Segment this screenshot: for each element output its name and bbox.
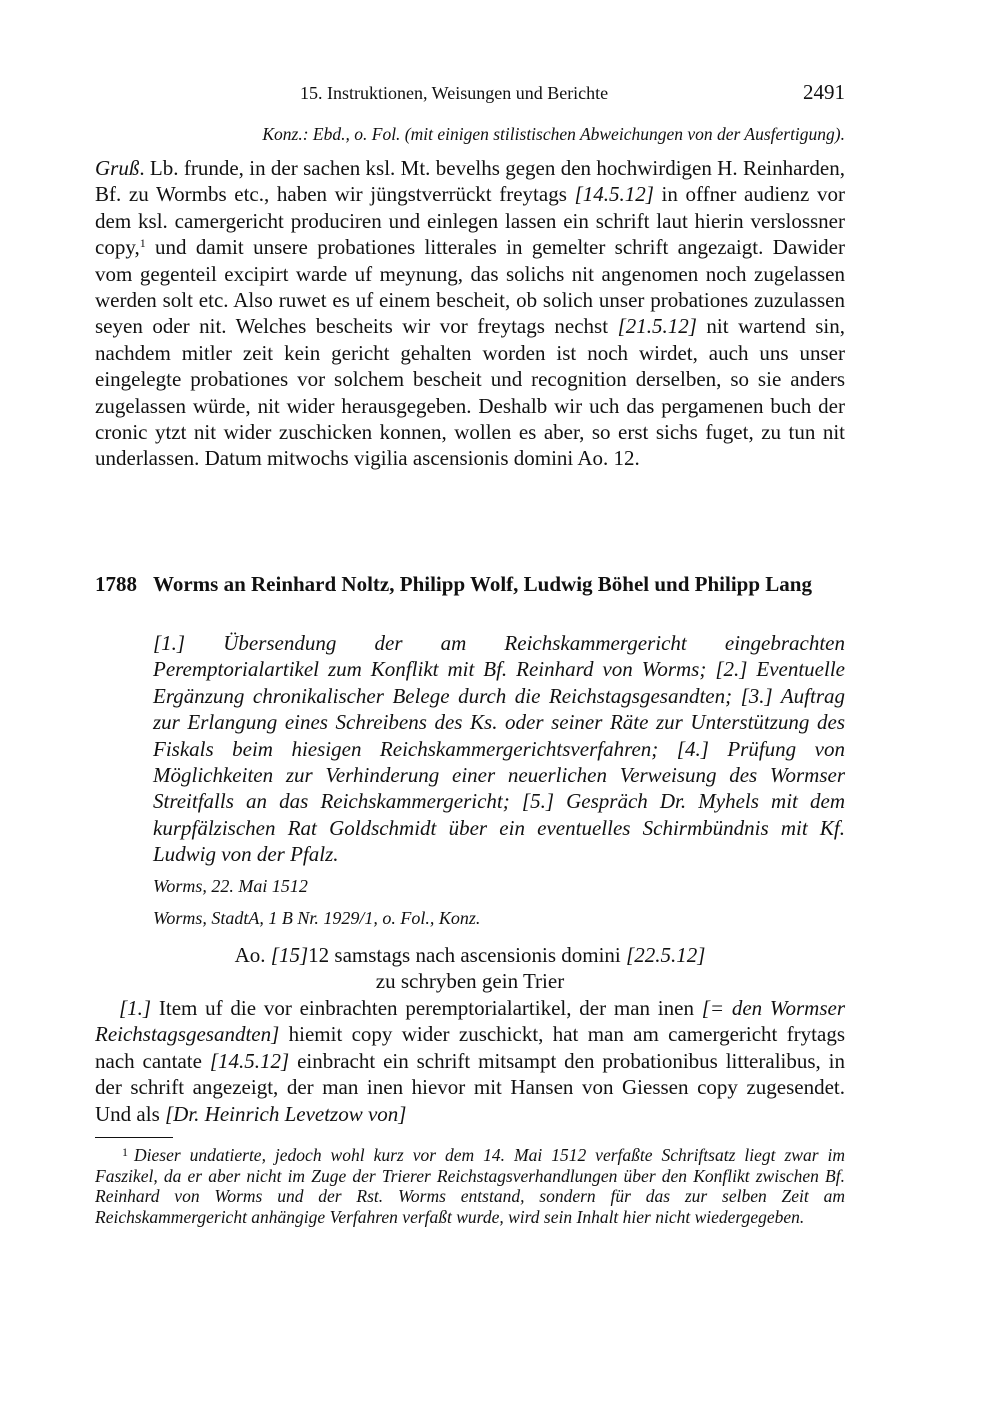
dateline-line-1	[95, 942, 845, 968]
dateline-line-2: zu schryben gein Trier	[375, 969, 565, 993]
footnote	[95, 1142, 845, 1227]
editorial-insert: [15]	[270, 943, 309, 967]
footnote-divider	[95, 1137, 173, 1138]
footnote-mark: 1	[122, 1145, 128, 1159]
section-number: [1.]	[119, 996, 152, 1020]
place-date: Worms, 22. Mai 1512	[153, 876, 308, 896]
footnote-reference[interactable]: 1	[139, 236, 146, 251]
document-regest: [1.] Übersendung der am Reichskammergericht eingebrachten Peremptorialartikel zum Konflikt mit Bf. Reinhard von Worms; [2.] Eventuelle Ergänzung chronikalischer Belege durch die Reichstagsgesandten; [3.] Auftrag zur Erlangung eines Schreibens des Ks. oder seiner Räte zur Unterstützung des Fiskals beim hiesigen Reichskammergerichtsverfahren; [4.] Prüfung von Möglichkeiten zur Verhinderung einer neuerlichen Verweisung des Wormser Streitfalls an das Reichskammergericht; [5.] Gespräch Dr. Myhels mit dem kurpfälzischen Rat Goldschmidt über ein eventuelles Schirmbündnis mit Kf. Ludwig von der Pfalz.	[153, 631, 845, 867]
editorial-insert: [Dr. Heinrich Levetzow von]	[165, 1101, 407, 1126]
text-segment: und damit unsere probationes litterales in gemelter schrift angezaigt. Dawider vom gegenteil excipirt warde uf meynung, das solichs nit angenomen noch zugelassen werden solt etc. Also ruwet es uf einem bescheit, ob solich unser probationes zuzulassen seyen oder nit. Welches bescheits wir vor freytags nechst	[95, 235, 845, 339]
editorial-date: [22.5.12]	[626, 943, 706, 967]
text-segment: Item uf die vor einbrachten peremptorialartikel, der man inen	[151, 996, 702, 1020]
document-number: 1788	[95, 572, 137, 596]
running-head-title: 15. Instruktionen, Weisungen und Berichte	[300, 83, 609, 103]
greeting: Gruß	[95, 156, 140, 180]
text-segment: 12 samstags nach ascensionis domini	[308, 943, 627, 967]
text-segment: . Lb. frunde, in der sachen ksl. Mt. bevelhs gegen den hochwirdigen H. Reinharden, Bf. zu Wormbs etc., haben wir jüngstverrückt freytags	[95, 156, 845, 207]
document-title: Worms an Reinhard Noltz, Philipp Wolf, Ludwig Böhel und Philipp Lang	[153, 572, 812, 596]
text-segment: einbracht ein schrift mitsampt den probationibus litteralibus, in der schrift angezeigt, der man inen hievor mit Hansen von Giessen copy zugesendet. Und als	[95, 1048, 845, 1126]
running-head	[95, 80, 845, 106]
page-number: 2491	[803, 80, 845, 104]
footnote-text: Dieser undatierte, jedoch wohl kurz vor dem 14. Mai 1512 verfaßte Schriftsatz liegt zwar im Faszikel, da er aber nicht im Zuge der Trierer Reichstagsverhandlungen über den Konflikt zwischen Bf. Reinhard von Worms und der Rst. Worms entstand, sondern für das zur selben Zeit am Reichskammergericht anhängige Verfahren verfaßt wurde, wird sein Inhalt hier nicht wiedergegeben.	[95, 1145, 845, 1227]
letter-text	[95, 995, 845, 1127]
archive-source: Worms, StadtA, 1 B Nr. 1929/1, o. Fol., Konz.	[153, 908, 481, 928]
previous-source-note: Konz.: Ebd., o. Fol. (mit einigen stilistischen Abweichungen von der Ausfertigung).	[262, 124, 845, 144]
text-segment: nit wartend sin, nachdem mitler zeit kein gericht gehalten worden ist noch wirdet, auch uns unser eingelegte probationes vor solchem bescheit und recognition derselben, so sie anders zugelassen würde, nit wider herausgegeben. Deshalb wir uch das pergamenen buch der cronic ytzt nit wider zuschicken konnen, wollen es aber, so erst sichs fuget, zu tun nit underlassen. Datum mitwochs vigilia ascensionis domini Ao. 12.	[95, 314, 845, 471]
text-segment: in offner audienz vor dem ksl. camergericht produciren und einlegen lassen ein schrift laut hierin verslossner copy,	[95, 182, 845, 260]
dateline	[95, 942, 845, 994]
editorial-date: [14.5.12]	[574, 182, 654, 207]
editorial-date: [21.5.12]	[617, 314, 697, 339]
text-segment: hiemit copy wider zuschickt, hat man am camergericht frytags nach cantate	[95, 1022, 845, 1073]
previous-letter-text	[95, 155, 845, 472]
editorial-insert: [= den Wormser Reichstagsgesandten]	[95, 996, 845, 1047]
editorial-date: [14.5.12]	[209, 1048, 290, 1073]
text-segment: Ao.	[234, 943, 271, 967]
